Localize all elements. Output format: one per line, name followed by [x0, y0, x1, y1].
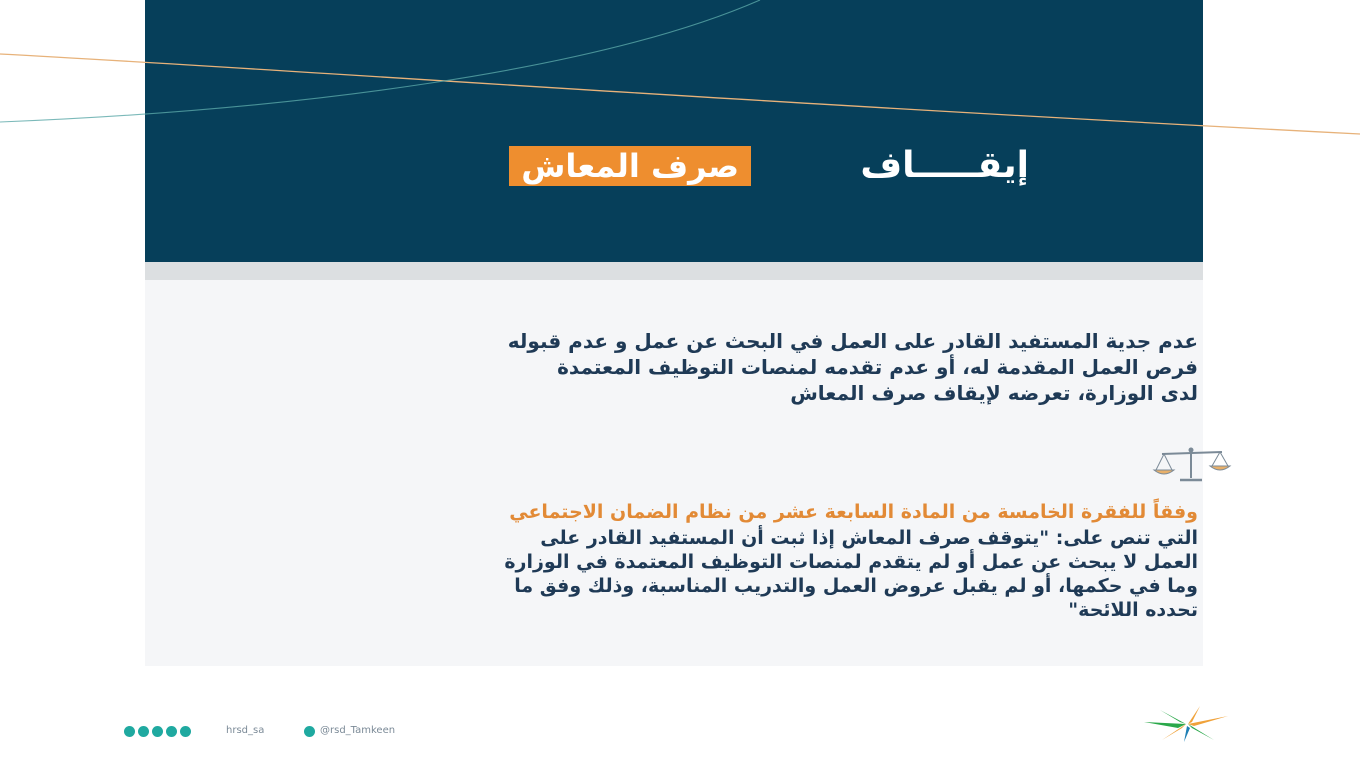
- paragraph-line: عدم جدية المستفيد القادر على العمل في البحث عن عمل و عدم قبوله: [507, 329, 1198, 353]
- reference-block: [150, 498, 1198, 622]
- handle-main[interactable]: hrsd_sa: [226, 725, 265, 736]
- title-plain: إيقـــــاف: [860, 145, 1029, 186]
- reference-line: العمل لا يبحث عن عمل أو لم يتقدم لمنصات التوظيف المعتمدة في الوزارة: [504, 551, 1198, 573]
- reference-line: التي تنص على: "يتوقف صرف المعاش إذا ثبت أن المستفيد القادر على: [540, 527, 1198, 549]
- youtube-icon[interactable]: [124, 726, 135, 737]
- facebook-icon[interactable]: [152, 726, 163, 737]
- paragraph-line: لدى الوزارة، تعرضه لإيقاف صرف المعاش: [790, 381, 1198, 405]
- twitter-icon[interactable]: [304, 726, 315, 737]
- paragraph-line: فرص العمل المقدمة له، أو عدم تقدمه لمنصات التوظيف المعتمدة: [557, 355, 1198, 379]
- handle-secondary[interactable]: @rsd_Tamkeen: [320, 725, 396, 736]
- twitter-icon[interactable]: [138, 726, 149, 737]
- title-highlight: صرف المعاش: [509, 146, 751, 186]
- main-paragraph: [150, 328, 1198, 406]
- page-title: [145, 142, 1203, 190]
- linkedin-icon[interactable]: [166, 726, 177, 737]
- ministry-logo-icon: [1140, 704, 1234, 744]
- reference-line: وما في حكمها، أو لم يقبل عروض العمل والتدريب المناسبة، وذلك وفق ما: [514, 575, 1198, 597]
- divider-strip: [145, 262, 1203, 280]
- instagram-icon[interactable]: [180, 726, 191, 737]
- header-panel: [145, 0, 1203, 262]
- scales-of-justice-icon: [1150, 446, 1232, 486]
- reference-line: تحدده اللائحة": [1068, 599, 1198, 621]
- reference-heading: وفقاً للفقرة الخامسة من المادة السابعة عشر من نظام الضمان الاجتماعي: [509, 501, 1198, 523]
